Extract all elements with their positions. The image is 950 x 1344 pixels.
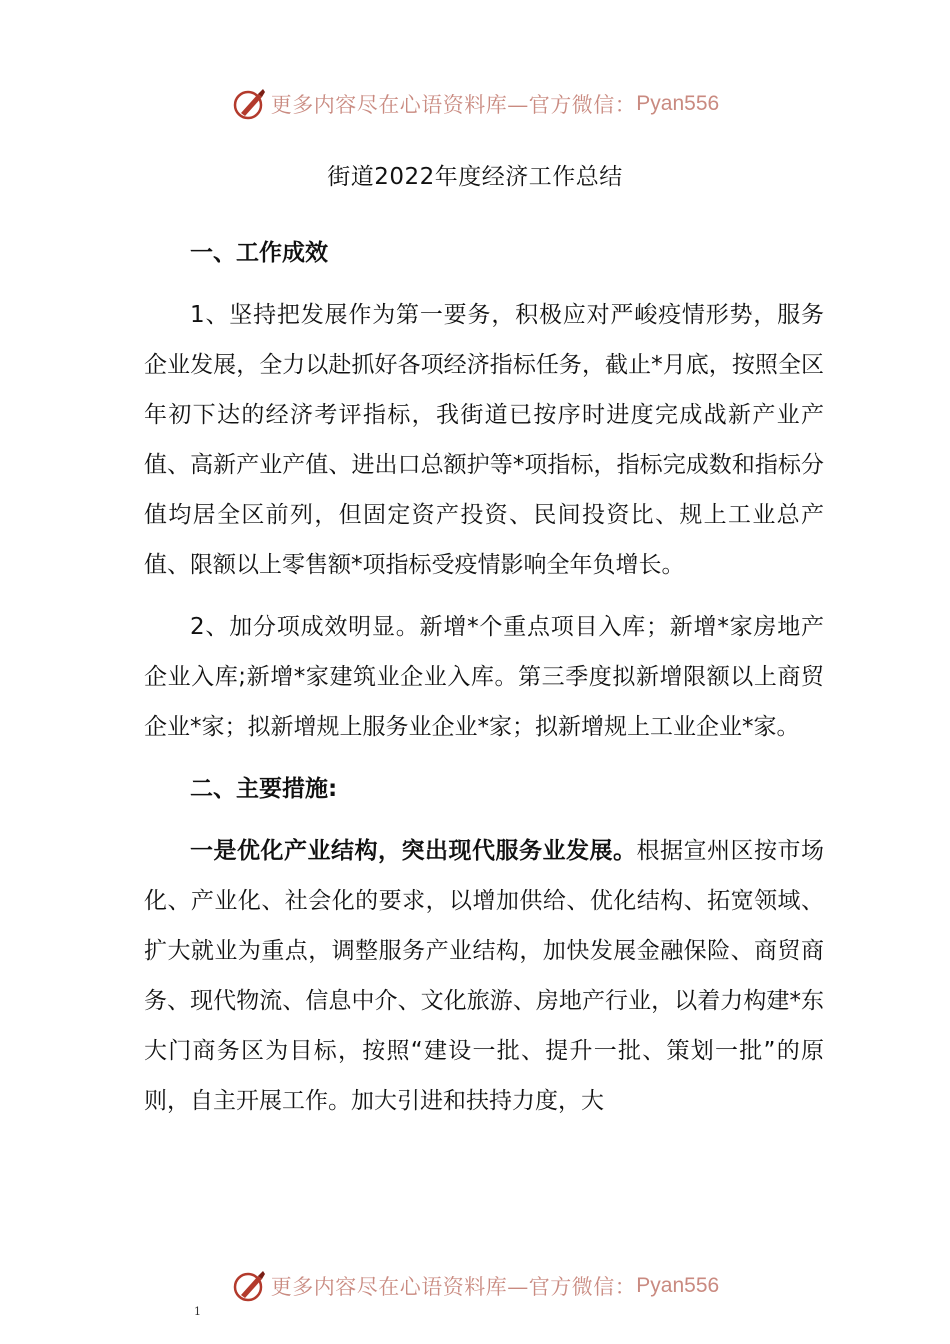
watermark-banner-top xyxy=(0,84,950,124)
watermark-id: Pyan556 xyxy=(636,1274,720,1297)
pen-logo-icon xyxy=(231,1268,267,1304)
paragraph-3-text: 根据宣州区按市场化、产业化、社会化的要求，以增加供给、优化结构、拓宽领域、扩大就业为重点，调整服务产业结构，加快发展金融保险、商贸商务、现代物流、信息中介、文化旅游、房地产行业，以着力构建*东大门商务区为目标，按照“建设一批、提升一批、策划一批”的原则，自主开展工作。加大引进和扶持力度，大 xyxy=(144,838,824,1114)
watermark-text: 更多内容尽在心语资料库—官方微信： xyxy=(270,1275,637,1299)
paragraph-2: 2、加分项成效明显。新增*个重点项目入库；新增*家房地产企业入库;新增*家建筑业企业入库。第三季度拟新增限额以上商贸企业*家；拟新增规上服务业企业*家；拟新增规上工业企业*家。 xyxy=(144,614,824,740)
watermark-id: Pyan556 xyxy=(636,92,720,115)
paragraph-1: 1、坚持把发展作为第一要务，积极应对严峻疫情形势，服务企业发展，全力以赴抓好各项经济指标任务，截止*月底，按照全区年初下达的经济考评指标，我街道已按序时进度完成战新产业产值、高新产业产值、进出口总额护等*项指标，指标完成数和指标分值均居全区前列，但固定资产投资、民间投资比、规上工业总产值、限额以上零售额*项指标受疫情影响全年负增长。 xyxy=(144,302,824,578)
section-heading-1: 一、工作成效 xyxy=(190,240,328,266)
pen-logo-icon xyxy=(231,86,267,122)
watermark-text: 更多内容尽在心语资料库—官方微信： xyxy=(270,93,637,117)
document-body xyxy=(144,228,824,1126)
paragraph-3 xyxy=(144,826,824,1126)
section-heading-2: 二、主要措施: xyxy=(190,776,338,802)
watermark-banner-bottom xyxy=(0,1266,950,1306)
page-number: 1 xyxy=(194,1305,201,1318)
paragraph-3-lead: 一是优化产业结构，突出现代服务业发展。 xyxy=(190,838,637,864)
document-title: 街道2022年度经济工作总结 xyxy=(327,164,623,190)
